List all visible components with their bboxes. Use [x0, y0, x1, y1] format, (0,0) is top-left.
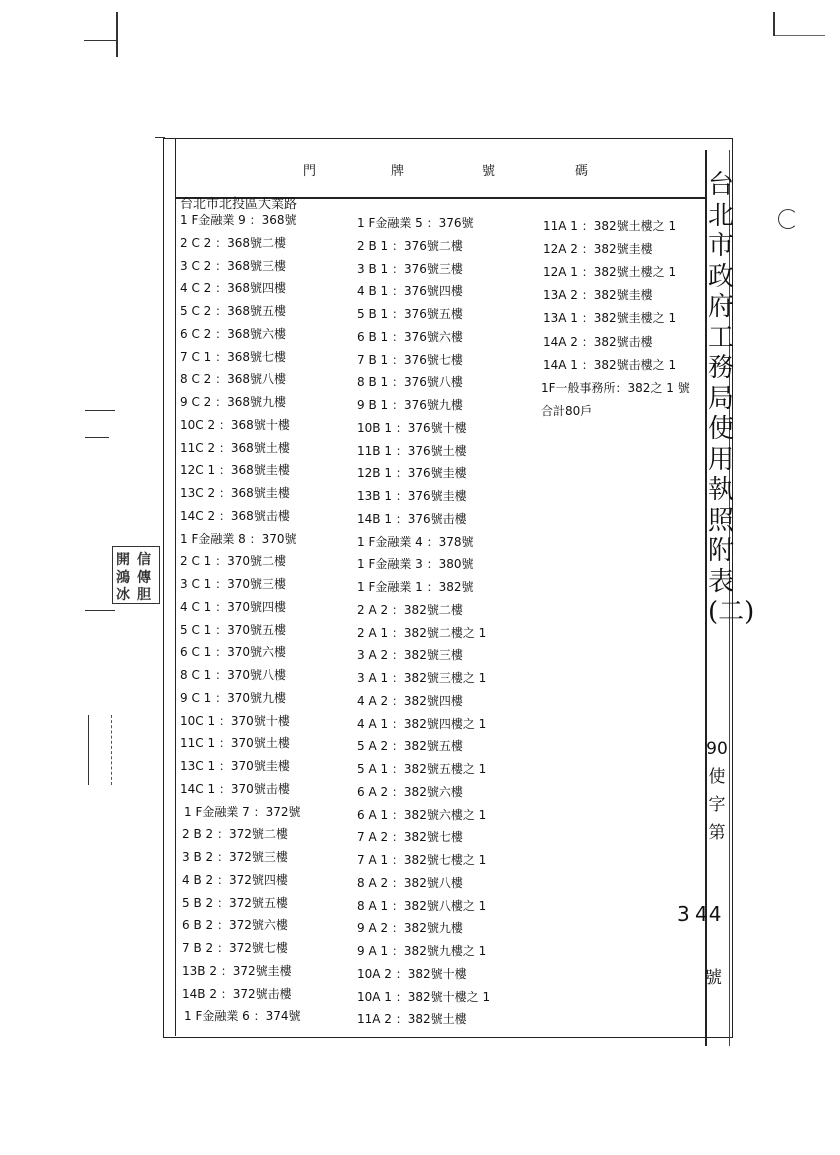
address-entry: 13B 2 ：372號圭樓 — [182, 964, 292, 978]
permit-number — [700, 735, 734, 847]
address-entry: 13A 1 ：382號圭樓之 1 — [543, 311, 677, 325]
address-entry: 1 F金融業 5 ：376號 — [357, 216, 474, 230]
address-entry: 6 C 1 ：370號六樓 — [180, 645, 286, 659]
address-entry: 9 C 1 ：370號九樓 — [180, 691, 286, 705]
address-entry: 12A 2 ：382號圭樓 — [543, 242, 653, 256]
address-entry: 4 A 2 ：382號四樓 — [357, 694, 463, 708]
address-entry: 10A 1 ：382號十樓之 1 — [357, 990, 491, 1004]
scan-mark — [85, 610, 115, 611]
column-header-char: 牌 — [391, 164, 405, 179]
address-entry: 12C 1 ：368號圭樓 — [180, 463, 290, 477]
scan-mark — [84, 40, 116, 41]
address-entry: 1 F金融業 1 ：382號 — [357, 580, 474, 594]
permit-number-digits: 44 — [695, 902, 723, 926]
address-entry: 14B 1 ：376號击樓 — [357, 512, 467, 526]
address-entry: 9 A 1 ：382號九樓之 1 — [357, 944, 487, 958]
address-entry: 1 F金融業 3 ：380號 — [357, 557, 474, 571]
address-entry: 8 B 1 ：376號八樓 — [357, 375, 463, 389]
address-entry: 11A 1 ：382號土樓之 1 — [543, 219, 677, 233]
document-title: 台北市政府工務局使用執照附表(二) — [708, 170, 755, 627]
seal-stamp-partial — [88, 715, 112, 785]
address-entry: 11B 1 ：376號土樓 — [357, 444, 467, 458]
address-entry: 9 C 2 ：368號九樓 — [180, 395, 286, 409]
street-name: 台北市北投區大業路 — [180, 197, 298, 212]
address-entry: 8 C 1 ：370號八樓 — [180, 668, 286, 682]
address-entry: 1 F金融業 8 ：370號 — [180, 532, 297, 546]
permit-suffix: 號 — [705, 968, 722, 988]
address-entry: 8 A 1 ：382號八樓之 1 — [357, 899, 487, 913]
address-entry: 7 A 1 ：382號七樓之 1 — [357, 853, 487, 867]
permit-number-digit: 3 — [677, 902, 690, 926]
address-entry: 5 A 2 ：382號五樓 — [357, 739, 463, 753]
address-entry: 13C 2 ：368號圭樓 — [180, 486, 290, 500]
address-entry: 8 C 2 ：368號八樓 — [180, 372, 286, 386]
permit-year: 90 — [706, 739, 728, 759]
address-entry: 1 F金融業 7 ：372號 — [184, 805, 301, 819]
address-entry: 10B 1 ：376號十樓 — [357, 421, 467, 435]
address-entry: 9 A 2 ：382號九樓 — [357, 921, 463, 935]
address-entry: 11C 1 ：370號土樓 — [180, 736, 290, 750]
address-entry: 3 C 2 ：368號三樓 — [180, 259, 286, 273]
column-header-char: 號 — [482, 164, 496, 179]
column-header-char: 門 — [303, 164, 317, 179]
address-entry: 14B 2 ：372號击樓 — [182, 987, 292, 1001]
permit-type-char: 字 — [708, 795, 726, 815]
permit-type-char: 第 — [708, 823, 726, 843]
address-entry: 7 C 1 ：368號七樓 — [180, 350, 286, 364]
address-entry: 4 A 1 ：382號四樓之 1 — [357, 717, 487, 731]
address-entry: 2 B 1 ：376號二樓 — [357, 239, 463, 253]
address-entry: 6 B 1 ：376號六樓 — [357, 330, 463, 344]
address-entry: 6 C 2 ：368號六樓 — [180, 327, 286, 341]
address-entry: 4 C 2 ：368號四樓 — [180, 281, 286, 295]
address-entry: 13C 1 ：370號圭樓 — [180, 759, 290, 773]
address-entry: 13A 2 ：382號圭樓 — [543, 288, 653, 302]
address-entry: 5 C 2 ：368號五樓 — [180, 304, 286, 318]
address-entry: 11A 2 ：382號土樓 — [357, 1012, 467, 1026]
column-header-char: 碼 — [575, 164, 589, 179]
address-entry: 2 B 2 ：372號二樓 — [182, 827, 288, 841]
address-entry: 3 A 2 ：382號三樓 — [357, 648, 463, 662]
seal-stamp: 開 信 鴻 傳 冰 胆 — [112, 546, 160, 604]
address-entry: 14C 1 ：370號击樓 — [180, 782, 290, 796]
address-entry: 合計80戶 — [541, 404, 593, 418]
address-entry: 2 C 1 ：370號二樓 — [180, 554, 286, 568]
address-entry: 7 B 2 ：372號七樓 — [182, 941, 288, 955]
address-entry: 12A 1 ：382號土樓之 1 — [543, 265, 677, 279]
address-entry: 9 B 1 ：376號九樓 — [357, 398, 463, 412]
scan-mark — [775, 35, 825, 36]
address-entry: 14C 2 ：368號击樓 — [180, 509, 290, 523]
scan-mark — [116, 12, 118, 57]
scan-mark — [85, 437, 109, 438]
address-entry: 12B 1 ：376號圭樓 — [357, 466, 467, 480]
address-entry: 3 A 1 ：382號三樓之 1 — [357, 671, 487, 685]
address-entry: 13B 1 ：376號圭樓 — [357, 489, 467, 503]
table-border-inner — [175, 138, 176, 1036]
scan-mark — [85, 410, 115, 411]
address-entry: 4 C 1 ：370號四樓 — [180, 600, 286, 614]
address-entry: 14A 1 ：382號击樓之 1 — [543, 358, 677, 372]
address-entry: 10C 1 ：370號十樓 — [180, 714, 290, 728]
address-entry: 5 C 1 ：370號五樓 — [180, 623, 286, 637]
address-entry: 6 A 1 ：382號六樓之 1 — [357, 808, 487, 822]
address-entry: 5 B 1 ：376號五樓 — [357, 307, 463, 321]
address-entry: 5 B 2 ：372號五樓 — [182, 896, 288, 910]
address-entry: 14A 2 ：382號击樓 — [543, 335, 653, 349]
address-entry: 2 A 1 ：382號二樓之 1 — [357, 626, 487, 640]
address-entry: 1 F金融業 9 ：368號 — [180, 213, 297, 227]
address-entry: 2 C 2 ：368號二樓 — [180, 236, 286, 250]
address-entry: 10C 2 ：368號十樓 — [180, 418, 290, 432]
punch-hole-mark — [778, 209, 798, 229]
address-entry: 6 B 2 ：372號六樓 — [182, 918, 288, 932]
address-entry: 3 B 1 ：376號三樓 — [357, 262, 463, 276]
address-entry: 4 B 1 ：376號四樓 — [357, 284, 463, 298]
address-entry: 2 A 2 ：382號二樓 — [357, 603, 463, 617]
address-entry: 5 A 1 ：382號五樓之 1 — [357, 762, 487, 776]
address-entry: 3 B 2 ：372號三樓 — [182, 850, 288, 864]
address-entry: 3 C 1 ：370號三樓 — [180, 577, 286, 591]
address-entry: 7 B 1 ：376號七樓 — [357, 353, 463, 367]
address-entry: 10A 2 ：382號十樓 — [357, 967, 467, 981]
scan-mark — [773, 12, 775, 36]
address-entry: 1 F金融業 4 ：378號 — [357, 535, 474, 549]
address-entry: 8 A 2 ：382號八樓 — [357, 876, 463, 890]
address-entry: 4 B 2 ：372號四樓 — [182, 873, 288, 887]
address-entry: 1 F金融業 6 ：374號 — [184, 1009, 301, 1023]
address-entry: 11C 2 ：368號土樓 — [180, 441, 290, 455]
address-entry: 6 A 2 ：382號六樓 — [357, 785, 463, 799]
address-entry: 1F一般事務所：382之 1 號 — [541, 381, 690, 395]
permit-type-char: 使 — [708, 767, 726, 787]
address-entry: 7 A 2 ：382號七樓 — [357, 830, 463, 844]
